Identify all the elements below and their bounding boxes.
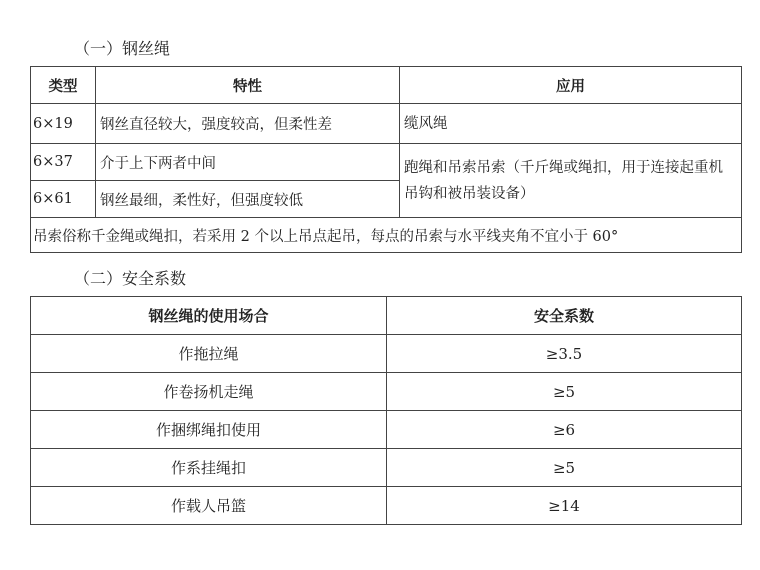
factor-cell: ≥5 <box>387 373 742 411</box>
factor-cell: ≥3.5 <box>387 335 742 373</box>
header-type: 类型 <box>31 67 96 104</box>
usage-cell: 作载人吊篮 <box>31 487 387 525</box>
factor-cell: ≥14 <box>387 487 742 525</box>
table-note-row <box>31 218 742 253</box>
table-row <box>31 144 742 181</box>
characteristic-cell: 钢丝最细，柔性好，但强度较低 <box>96 181 400 218</box>
usage-cell: 作捆绑绳扣使用 <box>31 411 387 449</box>
header-characteristic: 特性 <box>96 67 400 104</box>
header-factor: 安全系数 <box>387 297 742 335</box>
usage-cell: 作拖拉绳 <box>31 335 387 373</box>
characteristic-cell: 钢丝直径较大，强度较高，但柔性差 <box>96 104 400 144</box>
application-cell: 跑绳和吊索吊索（千斤绳或绳扣，用于连接起重机吊钩和被吊装设备） <box>400 144 742 218</box>
safety-factor-table <box>30 296 742 525</box>
type-cell: 6×61 <box>31 181 96 218</box>
table-note: 吊索俗称千金绳或绳扣，若采用 2 个以上吊点起吊，每点的吊索与水平线夹角不宜小于 60° <box>31 218 742 253</box>
characteristic-cell: 介于上下两者中间 <box>96 144 400 181</box>
section-title-safety-factor: （二）安全系数 <box>74 269 187 288</box>
table-row <box>31 411 742 449</box>
section-title-wire-rope: （一）钢丝绳 <box>74 39 171 58</box>
header-application: 应用 <box>400 67 742 104</box>
usage-cell: 作系挂绳扣 <box>31 449 387 487</box>
factor-cell: ≥6 <box>387 411 742 449</box>
wire-rope-table <box>30 66 742 253</box>
type-cell: 6×37 <box>31 144 96 181</box>
table-row <box>31 104 742 144</box>
factor-cell: ≥5 <box>387 449 742 487</box>
table-header-row <box>31 297 742 335</box>
usage-cell: 作卷扬机走绳 <box>31 373 387 411</box>
type-cell: 6×19 <box>31 104 96 144</box>
application-cell: 缆风绳 <box>400 104 742 144</box>
table-row <box>31 335 742 373</box>
table-row <box>31 373 742 411</box>
table-header-row <box>31 67 742 104</box>
header-usage: 钢丝绳的使用场合 <box>31 297 387 335</box>
table-row <box>31 449 742 487</box>
table-row <box>31 487 742 525</box>
